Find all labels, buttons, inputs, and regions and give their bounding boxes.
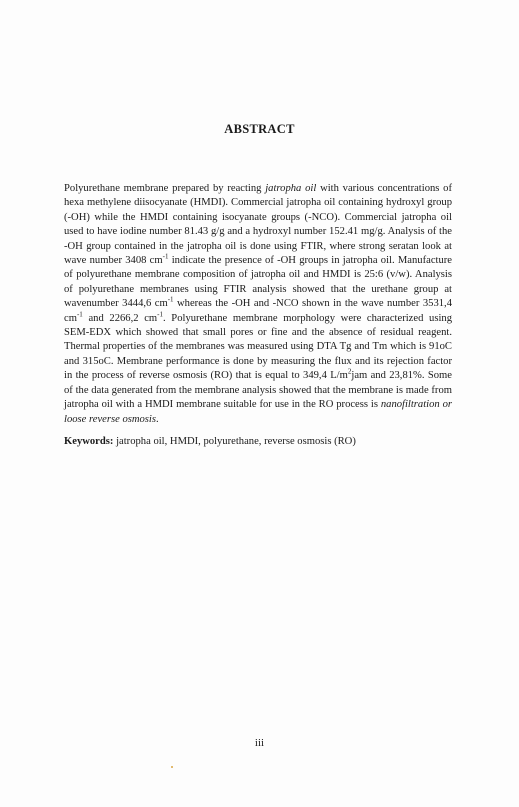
abstract-text-2: with various concentrations of hexa methylene diisocyanate (HMDI). Commercial jatropha oil containing hydroxyl group (-OH) while the HMDI containing isocyanate groups (-NCO). Commercial jatropha oil used to have iodine number 81.43 g/g and a hydroxyl number 152.41 mg/g. Analysis of the -OH group contained in the jatropha oil is done using FTIR, where strong seratan look at wave number 3408 cm bbox=[64, 183, 453, 267]
superscript-minus-one: -1 bbox=[167, 295, 174, 304]
abstract-text-3: indicate the presence of -OH groups in jatropha oil. Manufacture of polyurethane membrane composition of jatropha oil and HMDI is 25:6 (v/w). Analysis of polyurethane membranes using FTIR analysis showed that the urethane group at wavenumber 3444,6 cm bbox=[64, 255, 452, 310]
superscript-two: 2 bbox=[347, 367, 352, 376]
abstract-title: ABSTRACT bbox=[224, 122, 295, 136]
abstract-text-7: jam and 23,81%. Some of the data generated from the membrane analysis showed that the membrane is made from jatropha oil with a HMDI membrane suitable for use in the RO process is bbox=[64, 370, 452, 411]
abstract-text-1: Polyurethane membrane prepared by reacting bbox=[64, 183, 266, 194]
superscript-minus-one: -1 bbox=[76, 310, 83, 319]
abstract-paragraph bbox=[64, 182, 452, 427]
superscript-minus-one: -1 bbox=[157, 310, 163, 319]
abstract-text-8: . bbox=[156, 413, 159, 425]
abstract-text-6: . Polyurethane membrane morphology were characterized using SEM-EDX which showed that small pores or fine and the absence of residual reagent. Thermal properties of the membranes was measured using DTA Tg and Tm which is 91oC and 315oC. Membrane performance is done by measuring the flux and its rejection factor in the process of reverse osmosis (RO) that is equal to 349,4 L/m bbox=[64, 312, 452, 382]
abstract-text-4: whereas the -OH and -NCO shown in the wave number 3531,4 cm bbox=[64, 298, 452, 324]
keywords-label: Keywords: bbox=[64, 436, 114, 447]
abstract-italic-nanofiltration: nanofiltration or loose reverse osmosis bbox=[64, 399, 453, 425]
page-number: iii bbox=[254, 737, 265, 749]
keywords-text: jatropha oil, HMDI, polyurethane, reverse osmosis (RO) bbox=[113, 436, 356, 447]
keywords-line bbox=[64, 435, 452, 449]
superscript-minus-one: -1 bbox=[162, 252, 169, 261]
abstract-text-5: and 2266,2 cm bbox=[82, 312, 158, 324]
scan-speck bbox=[171, 766, 173, 768]
abstract-italic-jatropha: jatropha oil bbox=[265, 183, 317, 194]
